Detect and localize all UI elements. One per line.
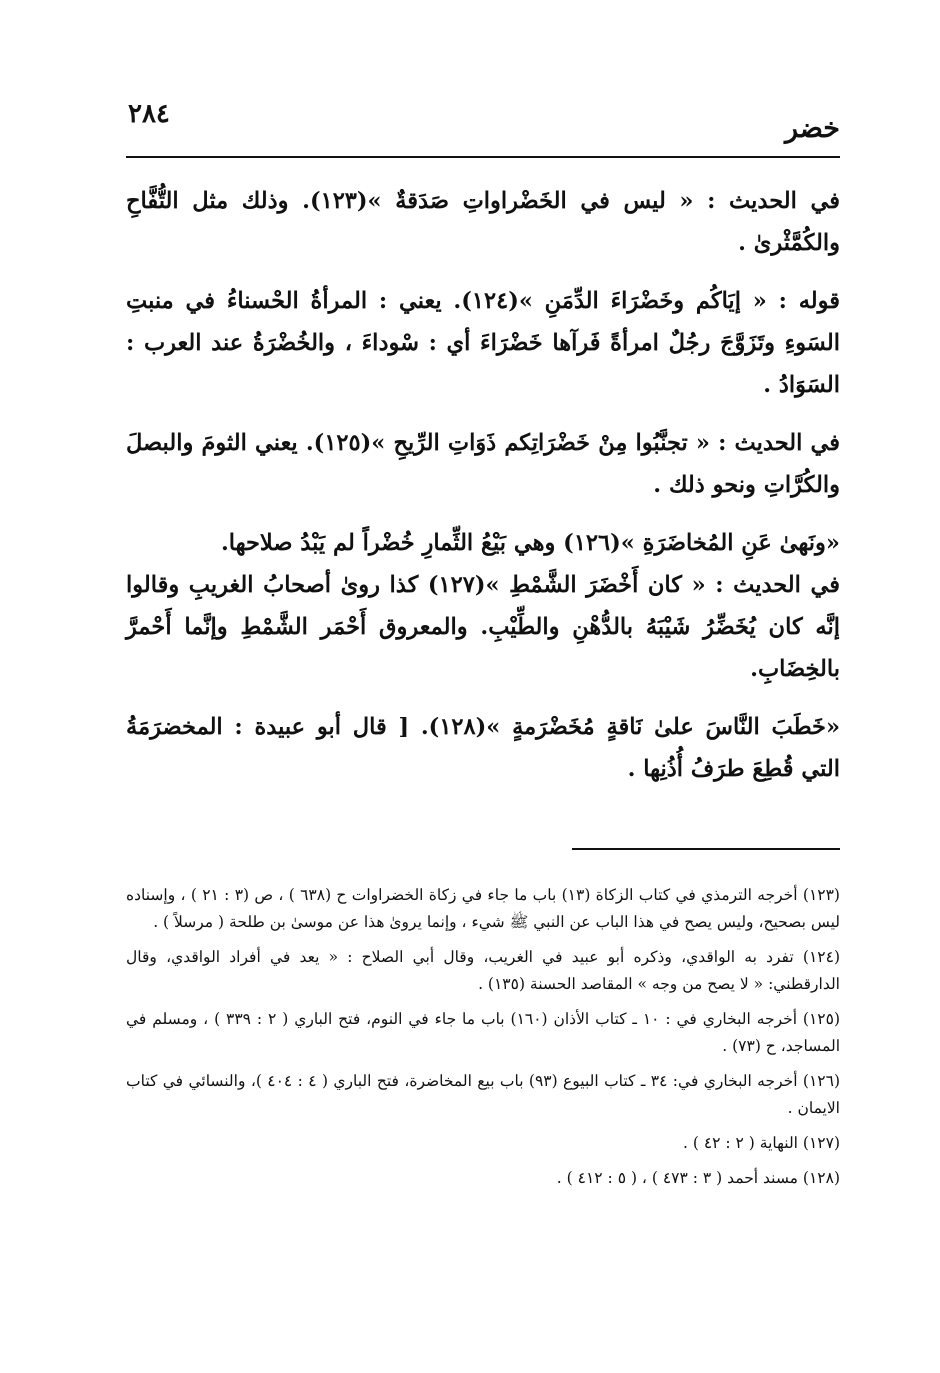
paragraph-akhdar-shamt: في الحديث : « كان أَخْضَرَ الشَّمْطِ »(١٢٧) كذا روىٰ أصحابُ الغريبِ وقالوا إنَّه كان يُخَضِّرُ شَيْبَهُ بالدُّهْنِ والطِّيْبِ. والمعروق أَحْمَر الشَّمْطِ وإنَّما أَحْمرَّ بالخِضَابِ. (126, 572, 840, 682)
paragraph-khadrawat: في الحديث : « ليس في الخَضْراواتِ صَدَقةٌ »(١٢٣). وذلك مثل التُّفَّاحِ والكُمَّثْرىٰ . (126, 188, 840, 256)
paragraph-mukhadara: «ونَهىٰ عَنِ المُخاضَرَةِ »(١٢٦) وهي بَيْعُ الثِّمارِ خُضْراً لم يَبْدُ صلاحها. (220, 530, 840, 556)
footnote-rule (572, 848, 840, 850)
paragraph-khadarat: في الحديث : « تجنَّبُوا مِنْ خَضْرَاتِكم ذَوَاتِ الرِّيحِ »(١٢٥). يعني الثومَ والبصلَ والكُرَّاتِ ونحو ذلك . (126, 430, 840, 498)
paragraph-khadra-dimen: قوله : « إيَاكُم وخَضْرَاءَ الدِّمَنِ »(١٢٤). يعني : المرأةُ الحْسناءُ في منبتِ السَوءِ وتَزَوَّجَ رجُلٌ امرأةً فَرآها خَضْرَاءَ أي : سْوداءَ ، والخُضْرَةُ عند العرب : السَوَادُ . (126, 288, 840, 398)
page-number: ٢٨٤ (128, 99, 170, 129)
footnote-126: (١٢٦) أخرجه البخاري في: ٣٤ ـ كتاب البيوع (٩٣) باب بيع المخاضرة، فتح الباري ( ٤ : ٤٠٤ )، والنسائي في كتاب الايمان . (126, 1072, 840, 1117)
footnote-128: (١٢٨) مسند أحمد ( ٣ : ٤٧٣ ) ، ( ٥ : ٤١٢ ) . (556, 1169, 840, 1187)
footnote-124: (١٢٤) تفرد به الواقدي، وذكره أبو عبيد في الغريب، وقال أبي الصلاح : « يعد في أفراد الواقدي، وقال الدارقطني: « لا يصح من وجه » المقاصد الحسنة (١٣٥) . (126, 948, 840, 993)
page-header (126, 95, 840, 155)
footnotes (126, 882, 840, 1200)
footnote-127: (١٢٧) النهاية ( ٢ : ٤٢ ) . (682, 1134, 840, 1152)
header-rule (126, 156, 840, 158)
main-text (126, 180, 840, 806)
footnote-125: (١٢٥) أخرجه البخاري في : ١٠ ـ كتاب الأذان (١٦٠) باب ما جاء في النوم، فتح الباري ( ٢ : ٣٣٩ ) ، ومسلم في المساجد، ح (٧٣) . (126, 1010, 841, 1055)
footnote-123: (١٢٣) أخرجه الترمذي في كتاب الزكاة (١٣) باب ما جاء في زكاة الخضراوات ح (٦٣٨ ) ، ص (٣ : ٢١ ) ، وإسناده ليس بصحيح، وليس يصح في هذا الباب عن النبي ﷺ شيء ، وإنما يروىٰ هذا عن موسىٰ بن طلحة ( مرسلاً ) . (126, 886, 840, 931)
paragraph-mukhadrama: «خَطَبَ النَّاسَ علىٰ نَاقةٍ مُخَضْرَمةٍ »(١٢٨). [ قال أبو عبيدة : المخضرَمَةُ التي قُطِعَ طرَفُ أُذُنِها . (126, 714, 841, 782)
running-head: خضر (784, 113, 840, 144)
